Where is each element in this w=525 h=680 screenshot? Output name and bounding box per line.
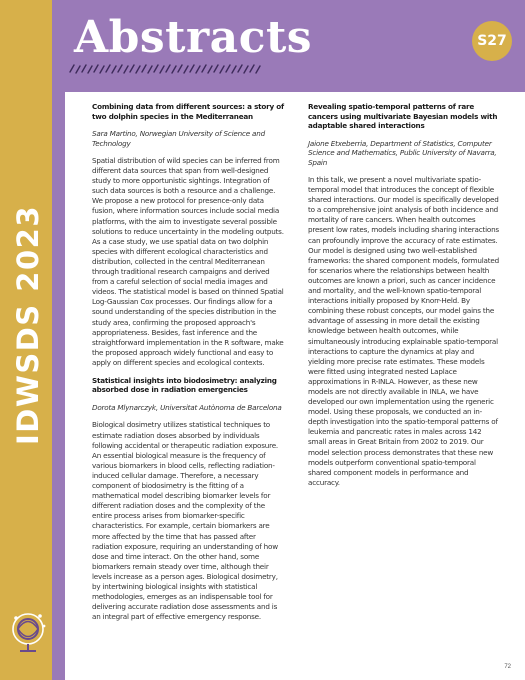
abstract-author: Jaione Etxeberria, Department of Statistics, Computer Science and Mathematics, Public University of Navarra, Spain <box>308 138 497 167</box>
abstract-title: Statistical insights into biodosimetry: analyzing absorbed dose in radiation emergencies <box>92 375 277 395</box>
abstract-badge: S27 <box>472 21 512 61</box>
abstract-title: Revealing spatio-temporal patterns of rare cancers using multivariate Bayesian models with adaptable shared interactions <box>308 102 498 130</box>
abstract-body: Spatial distribution of wild species can be inferred from different data sources that span from well-designed study to more opportunistic sightings. Integration of such data sources is both a resource and a challenge. We propose a new protocol for presence-only data fusion, where information sources include social media platforms, with the aim to investigate several possible solutions to reduce uncertainty in the modeling outputs. As a case study, we use spatial data on two dolphin species with different ecological characteristics and distribution, collected in the central Mediterranean through traditional research campaigns and derived from a careful selection of social media images and videos. The statistical model is based on thinned Spatial Log-Gaussian Cox processes. Our findings allow for a sound understanding of the species distribution in the study area, confirming the proposed approach's appropriateness. Besides, fast inference and the straightforward implementation in the R software, make the proposed approach widely functional and easy to apply on different species and ecological contexts. <box>92 156 284 367</box>
abstract-author: Sara Martino, Norwegian University of Science and Technology <box>92 129 265 148</box>
sidebar <box>0 0 52 680</box>
content-panel <box>65 92 525 680</box>
abstract-author: Dorota Mlynarczyk, Universitat Autònoma de Barcelona <box>92 402 282 412</box>
right-column <box>308 102 500 488</box>
abstract-body: Biological dosimetry utilizes statistical techniques to estimate radiation doses absorbed by individuals following accidental or therapeutic radiation exposure. An essential biological measure is the frequency of various biomarkers in blood cells, reflecting radiation-induced cellular damage. Therefore, a necessary component of biodosimetry is the fitting of a mathematical model describing biomarker levels for different radiation doses and the complexity of the entire process arises from biomarker-specific characteristics. For example, certain biomarkers are more affected by the time that has passed after radiation exposure, requiring an understanding of how dose and time interact. On the other hand, some biomarkers remain steady over time, although their levels increase as a person ages. Biological dosimetry, by intertwining biological insights with statistical methodologies, emerges as an indispensable tool for delivering accurate radiation dose assessments and is an integral part of effective emergency response. <box>92 420 279 622</box>
abstract-title: Combining data from different sources: a story of two dolphin species in the Mediterranean <box>92 102 284 121</box>
conference-title: IDWSDS 2023 <box>11 204 45 446</box>
conference-logo-icon <box>4 604 52 654</box>
left-column <box>92 102 284 622</box>
page-title: Abstracts <box>74 12 313 63</box>
abstract-body: In this talk, we present a novel multivariate spatio-temporal model that introduces the concept of flexible shared interactions. Our model is specifically developed to a comprehensive joint analysis of both incidence and mortality of rare cancers. When health outcomes present low rates, models including sharing interactions can profoundly improve the accuracy of rate estimates. Our model is designed using two well-established frameworks: the shared component models, formulated for scenarios where the relationships between health outcomes are known a priori, such as cancer incidence and mortality, and the well-known spatio-temporal interactions initially proposed by Knorr-Held. By combining these robust concepts, our model gains the advantage of assessing in more detail the existing knowledge between health outcomes, while simultaneously introducing explainable spatio-temporal interactions to capture the dynamics at play and yielding more precise rate estimates. These models were fitted using integrated nested Laplace approximations in R-INLA. However, as these new models are not directly available in INLA, we have developed our own implementation using the rgeneric model. Using these proposals, we conducted an in-depth investigation into the spatio-temporal patterns of leukemia and pancreatic rates in males across 142 small areas in Great Britain from 2002 to 2019. Our model selection process demonstrates that these new models outperform conventional spatio-temporal shared component models in performance and accuracy. <box>308 175 499 487</box>
page-number: 72 <box>504 664 511 670</box>
decorative-brush-stroke <box>68 62 278 76</box>
